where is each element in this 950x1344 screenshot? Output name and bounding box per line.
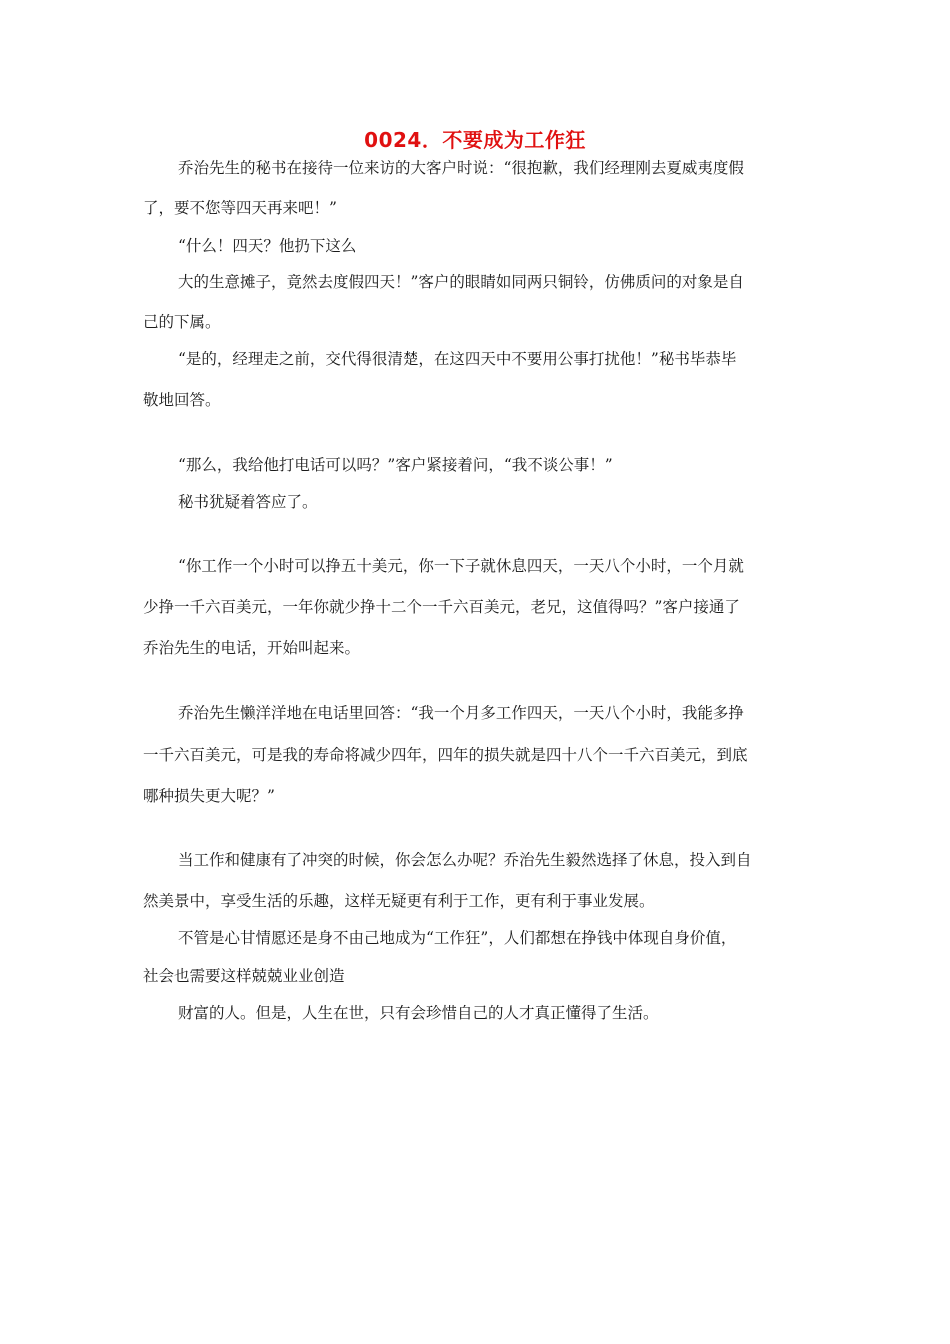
paragraph-line: 乔治先生懒洋洋地在电话里回答：“我一个月多工作四天，一天八个小时，我能多挣 (178, 704, 744, 722)
paragraph-line: 不管是心甘情愿还是身不由己地成为“工作狂”，人们都想在挣钱中体现自身价值， (178, 929, 737, 947)
paragraph-line: 了，要不您等四天再来吧！” (143, 199, 337, 217)
paragraph-line: 乔治先生的秘书在接待一位来访的大客户时说：“很抱歉，我们经理刚去夏威夷度假 (178, 159, 744, 177)
paragraph-line: 一千六百美元，可是我的寿命将减少四年，四年的损失就是四十八个一千六百美元，到底 (143, 746, 748, 764)
paragraph-line: 当工作和健康有了冲突的时候，你会怎么办呢？乔治先生毅然选择了休息，投入到自 (178, 851, 752, 869)
paragraph-line: 少挣一千六百美元，一年你就少挣十二个一千六百美元，老兄，这值得吗？”客户接通了 (143, 598, 740, 616)
paragraph-line: 财富的人。但是，人生在世，只有会珍惜自己的人才真正懂得了生活。 (178, 1004, 659, 1022)
paragraph-line: 乔治先生的电话，开始叫起来。 (143, 639, 361, 657)
paragraph-line: “是的，经理走之前，交代得很清楚，在这四天中不要用公事打扰他！”秘书毕恭毕 (178, 350, 737, 368)
paragraph-line: 然美景中，享受生活的乐趣，这样无疑更有利于工作，更有利于事业发展。 (143, 892, 655, 910)
paragraph-line: 秘书犹疑着答应了。 (178, 493, 318, 511)
document-title: 0024．不要成为工作狂 (364, 128, 586, 152)
paragraph-line: 哪种损失更大呢？” (143, 787, 275, 805)
paragraph-line: “什么！四天？他扔下这么 (178, 237, 357, 255)
paragraph-line: 社会也需要这样兢兢业业创造 (143, 967, 345, 985)
paragraph-line: 大的生意摊子，竟然去度假四天！”客户的眼睛如同两只铜铃，仿佛质问的对象是自 (178, 273, 744, 291)
paragraph-line: 敬地回答。 (143, 391, 221, 409)
paragraph-line: “那么，我给他打电话可以吗？”客户紧接着问，“我不谈公事！” (178, 456, 613, 474)
paragraph-line: 己的下属。 (143, 313, 221, 331)
paragraph-line: “你工作一个小时可以挣五十美元，你一下子就休息四天，一天八个小时，一个月就 (178, 557, 744, 575)
